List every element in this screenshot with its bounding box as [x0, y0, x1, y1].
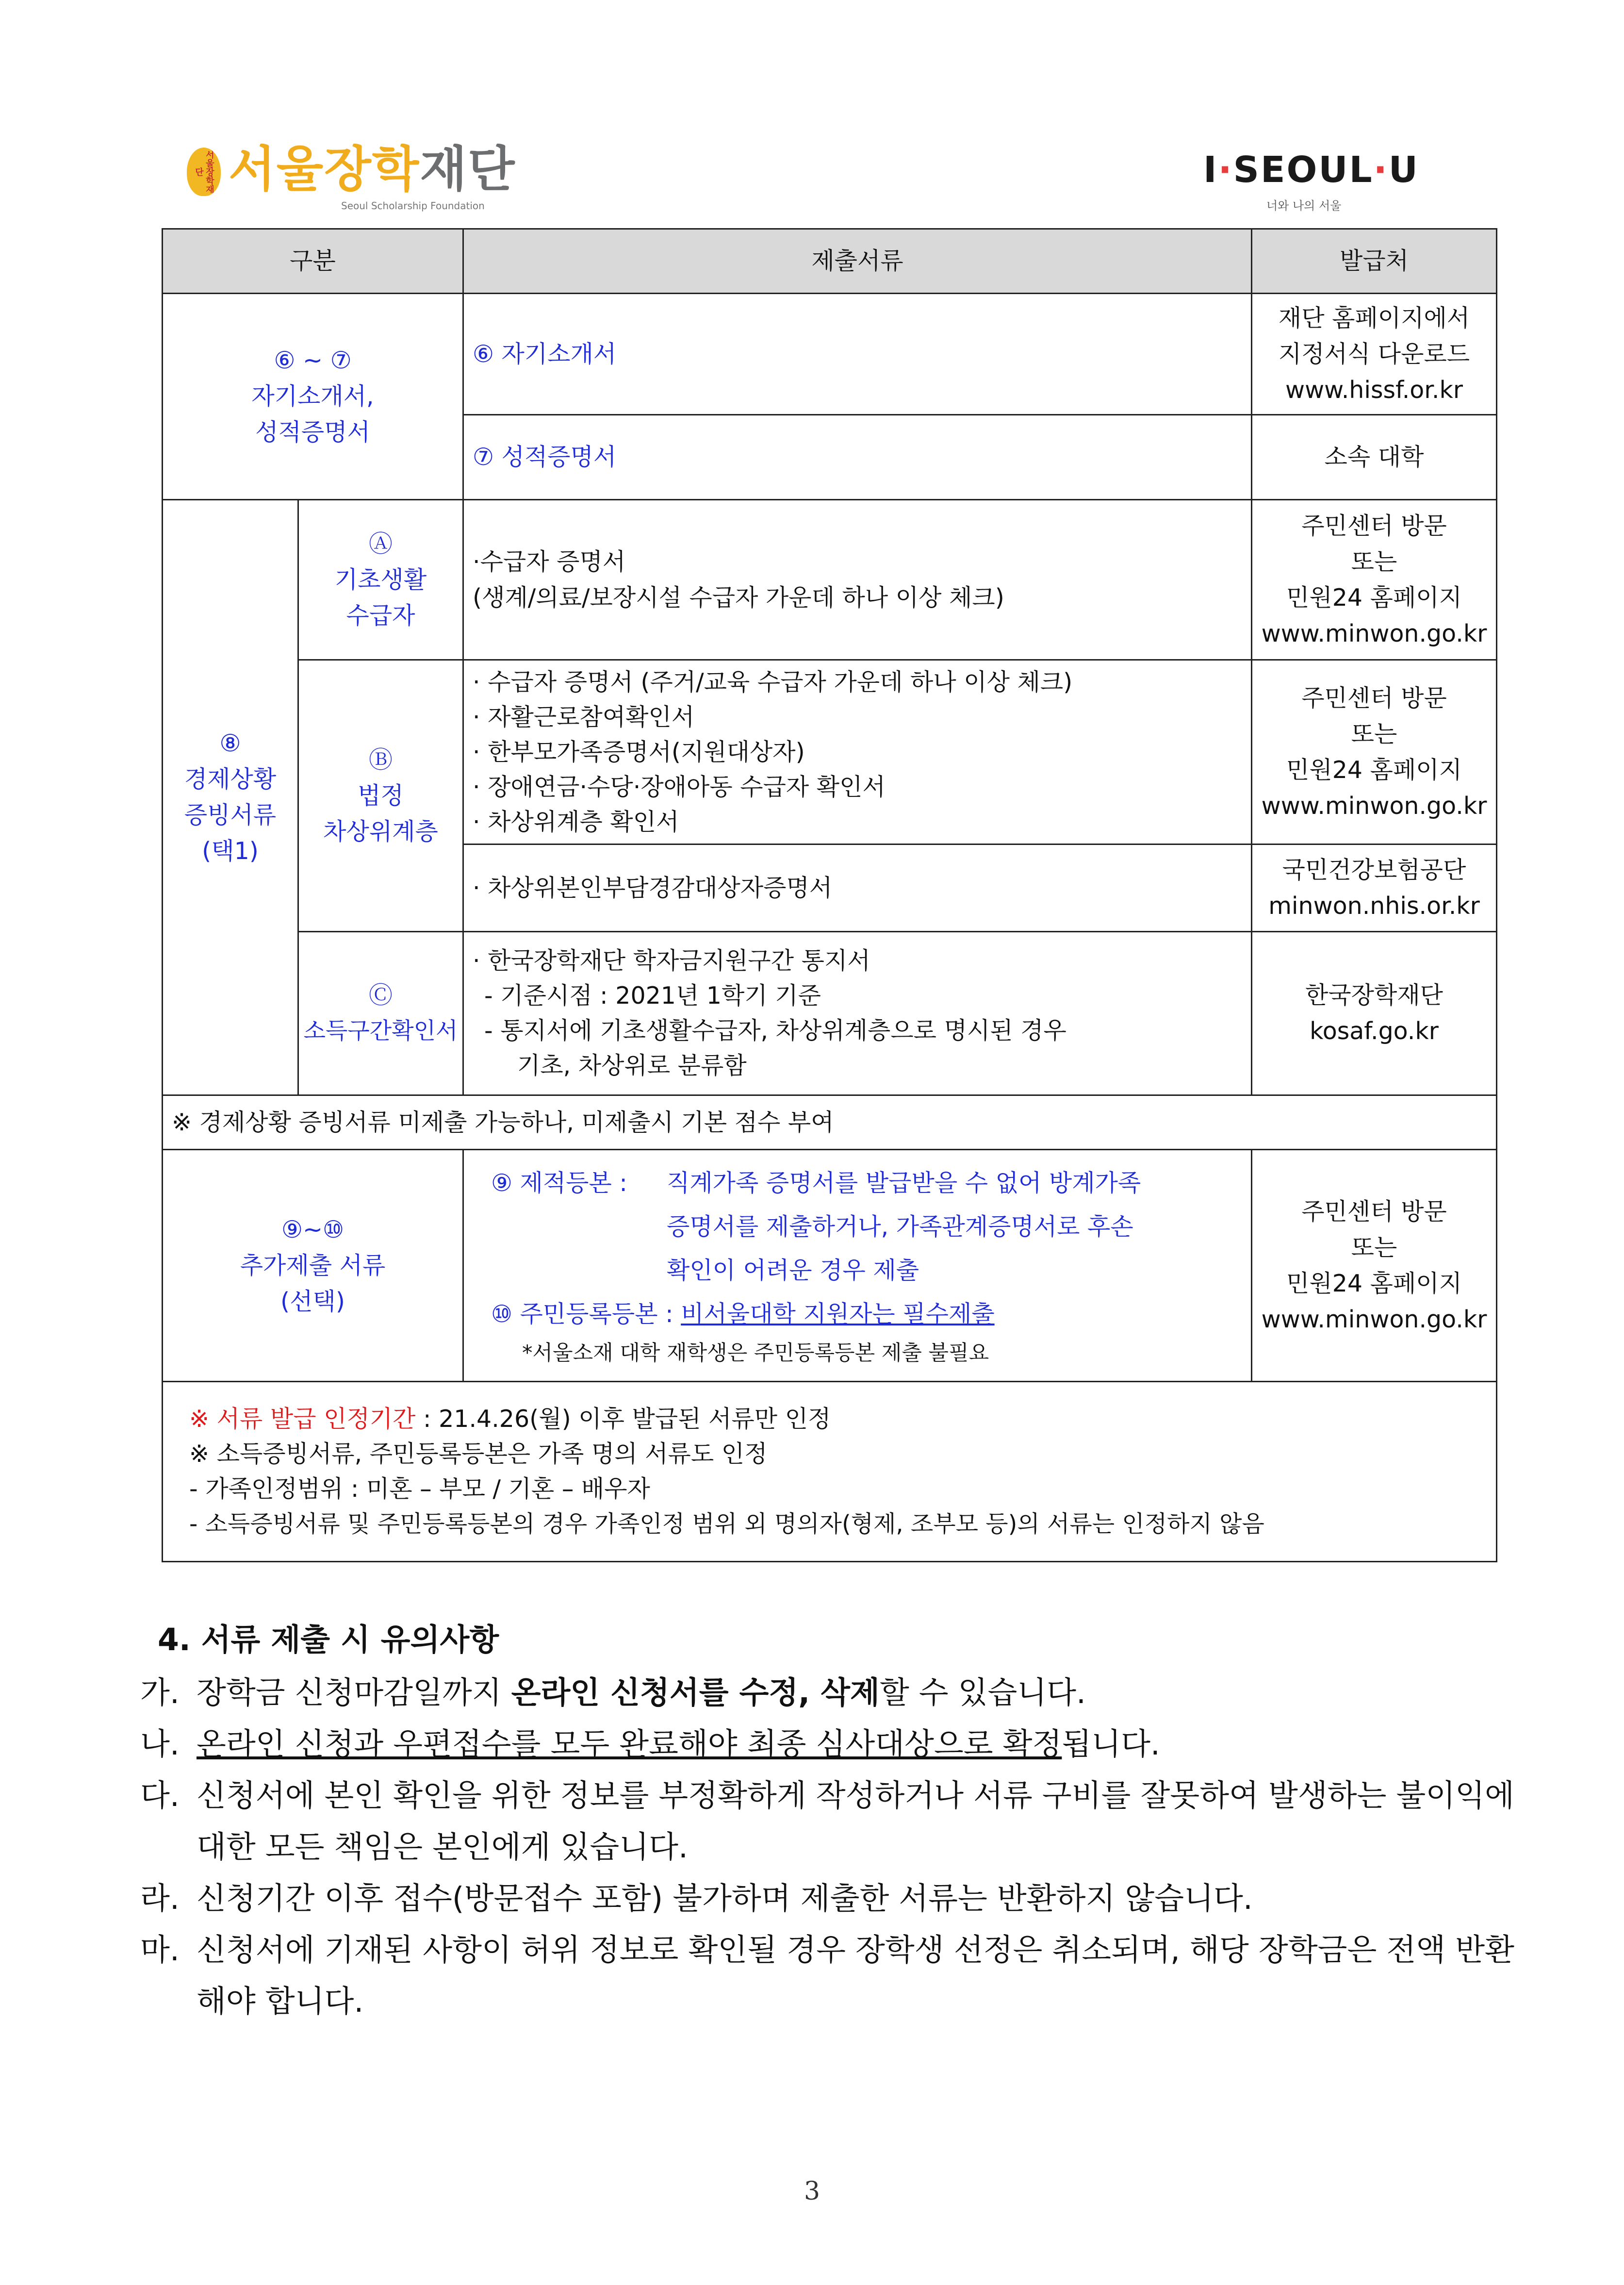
list-item: 다. 신청서에 본인 확인을 위한 정보를 부정확하게 작성하거나 서류 구비를 잘못하여 발생하는 불이익에 대한 모든 책임은 본인에게 있습니다. [140, 1778, 1514, 1865]
issuer-self-intro: 재단 홈페이지에서 지정서식 다운로드 www.hissf.or.kr [1252, 294, 1497, 415]
doc-10: ⑩ 주민등록등본 : 비서울대학 지원자는 필수제출 [491, 1300, 995, 1328]
issuer-b2: 국민건강보험공단 minwon.nhis.or.kr [1252, 844, 1497, 932]
issuer-transcript: 소속 대학 [1252, 415, 1497, 500]
category-9-10: ⑨~⑩ 추가제출 서류 (선택) [163, 1150, 463, 1382]
list-item: 가. 장학금 신청마감일까지 온라인 신청서를 수정, 삭제할 수 있습니다. [140, 1675, 1086, 1710]
note-period: ※ 서류 발급 인정기간 : 21.4.26(월) 이후 발급된 서류만 인정 [189, 1405, 831, 1433]
notice-list [104, 1667, 1514, 2027]
header-documents: 제출서류 [463, 229, 1252, 294]
table-row [163, 660, 1497, 844]
list-item: 마. 신청서에 기재된 사항이 허위 정보로 확인될 경우 장학생 선정은 취소되며, 해당 장학금은 전액 반환해야 합니다. [140, 1932, 1514, 2019]
doc-10-note: *서울소재 대학 재학생은 주민등록등본 제출 불필요 [522, 1341, 989, 1365]
doc-self-intro: ⑥ 자기소개서 [463, 294, 1252, 415]
table-row [163, 1150, 1497, 1382]
docs-a: ·수급자 증명서 (생계/의료/보장시설 수급자 가운데 하나 이상 체크) [463, 500, 1252, 660]
category-8: ⑧ 경제상황 증빙서류 (택1) [163, 500, 298, 1095]
econ-note: ※ 경제상황 증빙서류 미제출 가능하나, 미제출시 기본 점수 부여 [163, 1095, 1497, 1150]
doc-9: ⑨ 제적등본 : 직계가족 증명서를 발급받을 수 없어 방계가족 증명서를 제출하거나, 가족관계증명서로 후손 확인이 어려운 경우 제출 [491, 1169, 1141, 1284]
docs-b2: · 차상위본인부담경감대상자증명서 [463, 844, 1252, 932]
issuer-a: 주민센터 방문 또는 민원24 홈페이지 www.minwon.go.kr [1252, 500, 1497, 660]
issuance-notes [163, 1382, 1497, 1562]
table-row [163, 294, 1497, 415]
issuer-9-10: 주민센터 방문 또는 민원24 홈페이지 www.minwon.go.kr [1252, 1150, 1497, 1382]
seal-icon: 서울장학재단 [187, 148, 221, 196]
subcategory-b: Ⓑ 법정 차상위계층 [298, 660, 463, 932]
issuer-c: 한국장학재단 kosaf.go.kr [1252, 932, 1497, 1095]
list-item: 라. 신청기간 이후 접수(방문접수 포함) 불가하며 제출한 서류는 반환하지 않습니다. [140, 1881, 1253, 1916]
table-row [163, 500, 1497, 660]
subcategory-c: Ⓒ 소득구간확인서 [298, 932, 463, 1095]
note-exclusion: - 소득증빙서류 및 주민등록등본의 경우 가족인정 범위 외 명의자(형제, 조부모 등)의 서류는 인정하지 않음 [189, 1510, 1264, 1538]
page-number: 3 [804, 2177, 820, 2206]
header-category: 구분 [163, 229, 463, 294]
note-range: - 가족인정범위 : 미혼 – 부모 / 기혼 – 배우자 [189, 1475, 650, 1503]
header-issuer: 발급처 [1252, 229, 1497, 294]
docs-c: · 한국장학재단 학자금지원구간 통지서 - 기준시점 : 2021년 1학기 기준 - 통지서에 기초생활수급자, 차상위계층으로 명시된 경우 기초, 차상위로 분류함 [463, 932, 1252, 1095]
issuer-b: 주민센터 방문 또는 민원24 홈페이지 www.minwon.go.kr [1252, 660, 1497, 844]
doc-transcript: ⑦ 성적증명서 [463, 415, 1252, 500]
foundation-name-en: Seoul Scholarship Foundation [341, 200, 485, 212]
iseoulu-subtitle: 너와 나의 서울 [1266, 199, 1342, 213]
table-row [163, 1095, 1497, 1150]
category-6-7: ⑥ ~ ⑦ 자기소개서, 성적증명서 [163, 294, 463, 500]
subcategory-a: Ⓐ 기초생활 수급자 [298, 500, 463, 660]
note-family: ※ 소득증빙서류, 주민등록등본은 가족 명의 서류도 인정 [189, 1440, 768, 1468]
table-header-row [163, 229, 1497, 294]
section-title: 4. 서류 제출 시 유의사항 [158, 1622, 499, 1657]
iseoulu-wordmark: I·SEOUL·U [1203, 149, 1419, 191]
foundation-name: 서울장학재단 [229, 141, 516, 198]
documents-table [162, 228, 1497, 1562]
table-row [163, 1382, 1497, 1562]
docs-9-10 [463, 1150, 1252, 1382]
list-item: 나. 온라인 신청과 우편접수를 모두 완료해야 최종 심사대상으로 확정됩니다. [140, 1726, 1160, 1762]
foundation-logo [187, 141, 516, 223]
table-row [163, 932, 1497, 1095]
docs-b: · 수급자 증명서 (주거/교육 수급자 가운데 하나 이상 체크) · 자활근로참여확인서 · 한부모가족증명서(지원대상자) · 장애연금·수당·장애아동 수급자 확인서 · 차상위계층 확인서 [463, 660, 1252, 844]
iseoulu-logo [1203, 150, 1427, 218]
